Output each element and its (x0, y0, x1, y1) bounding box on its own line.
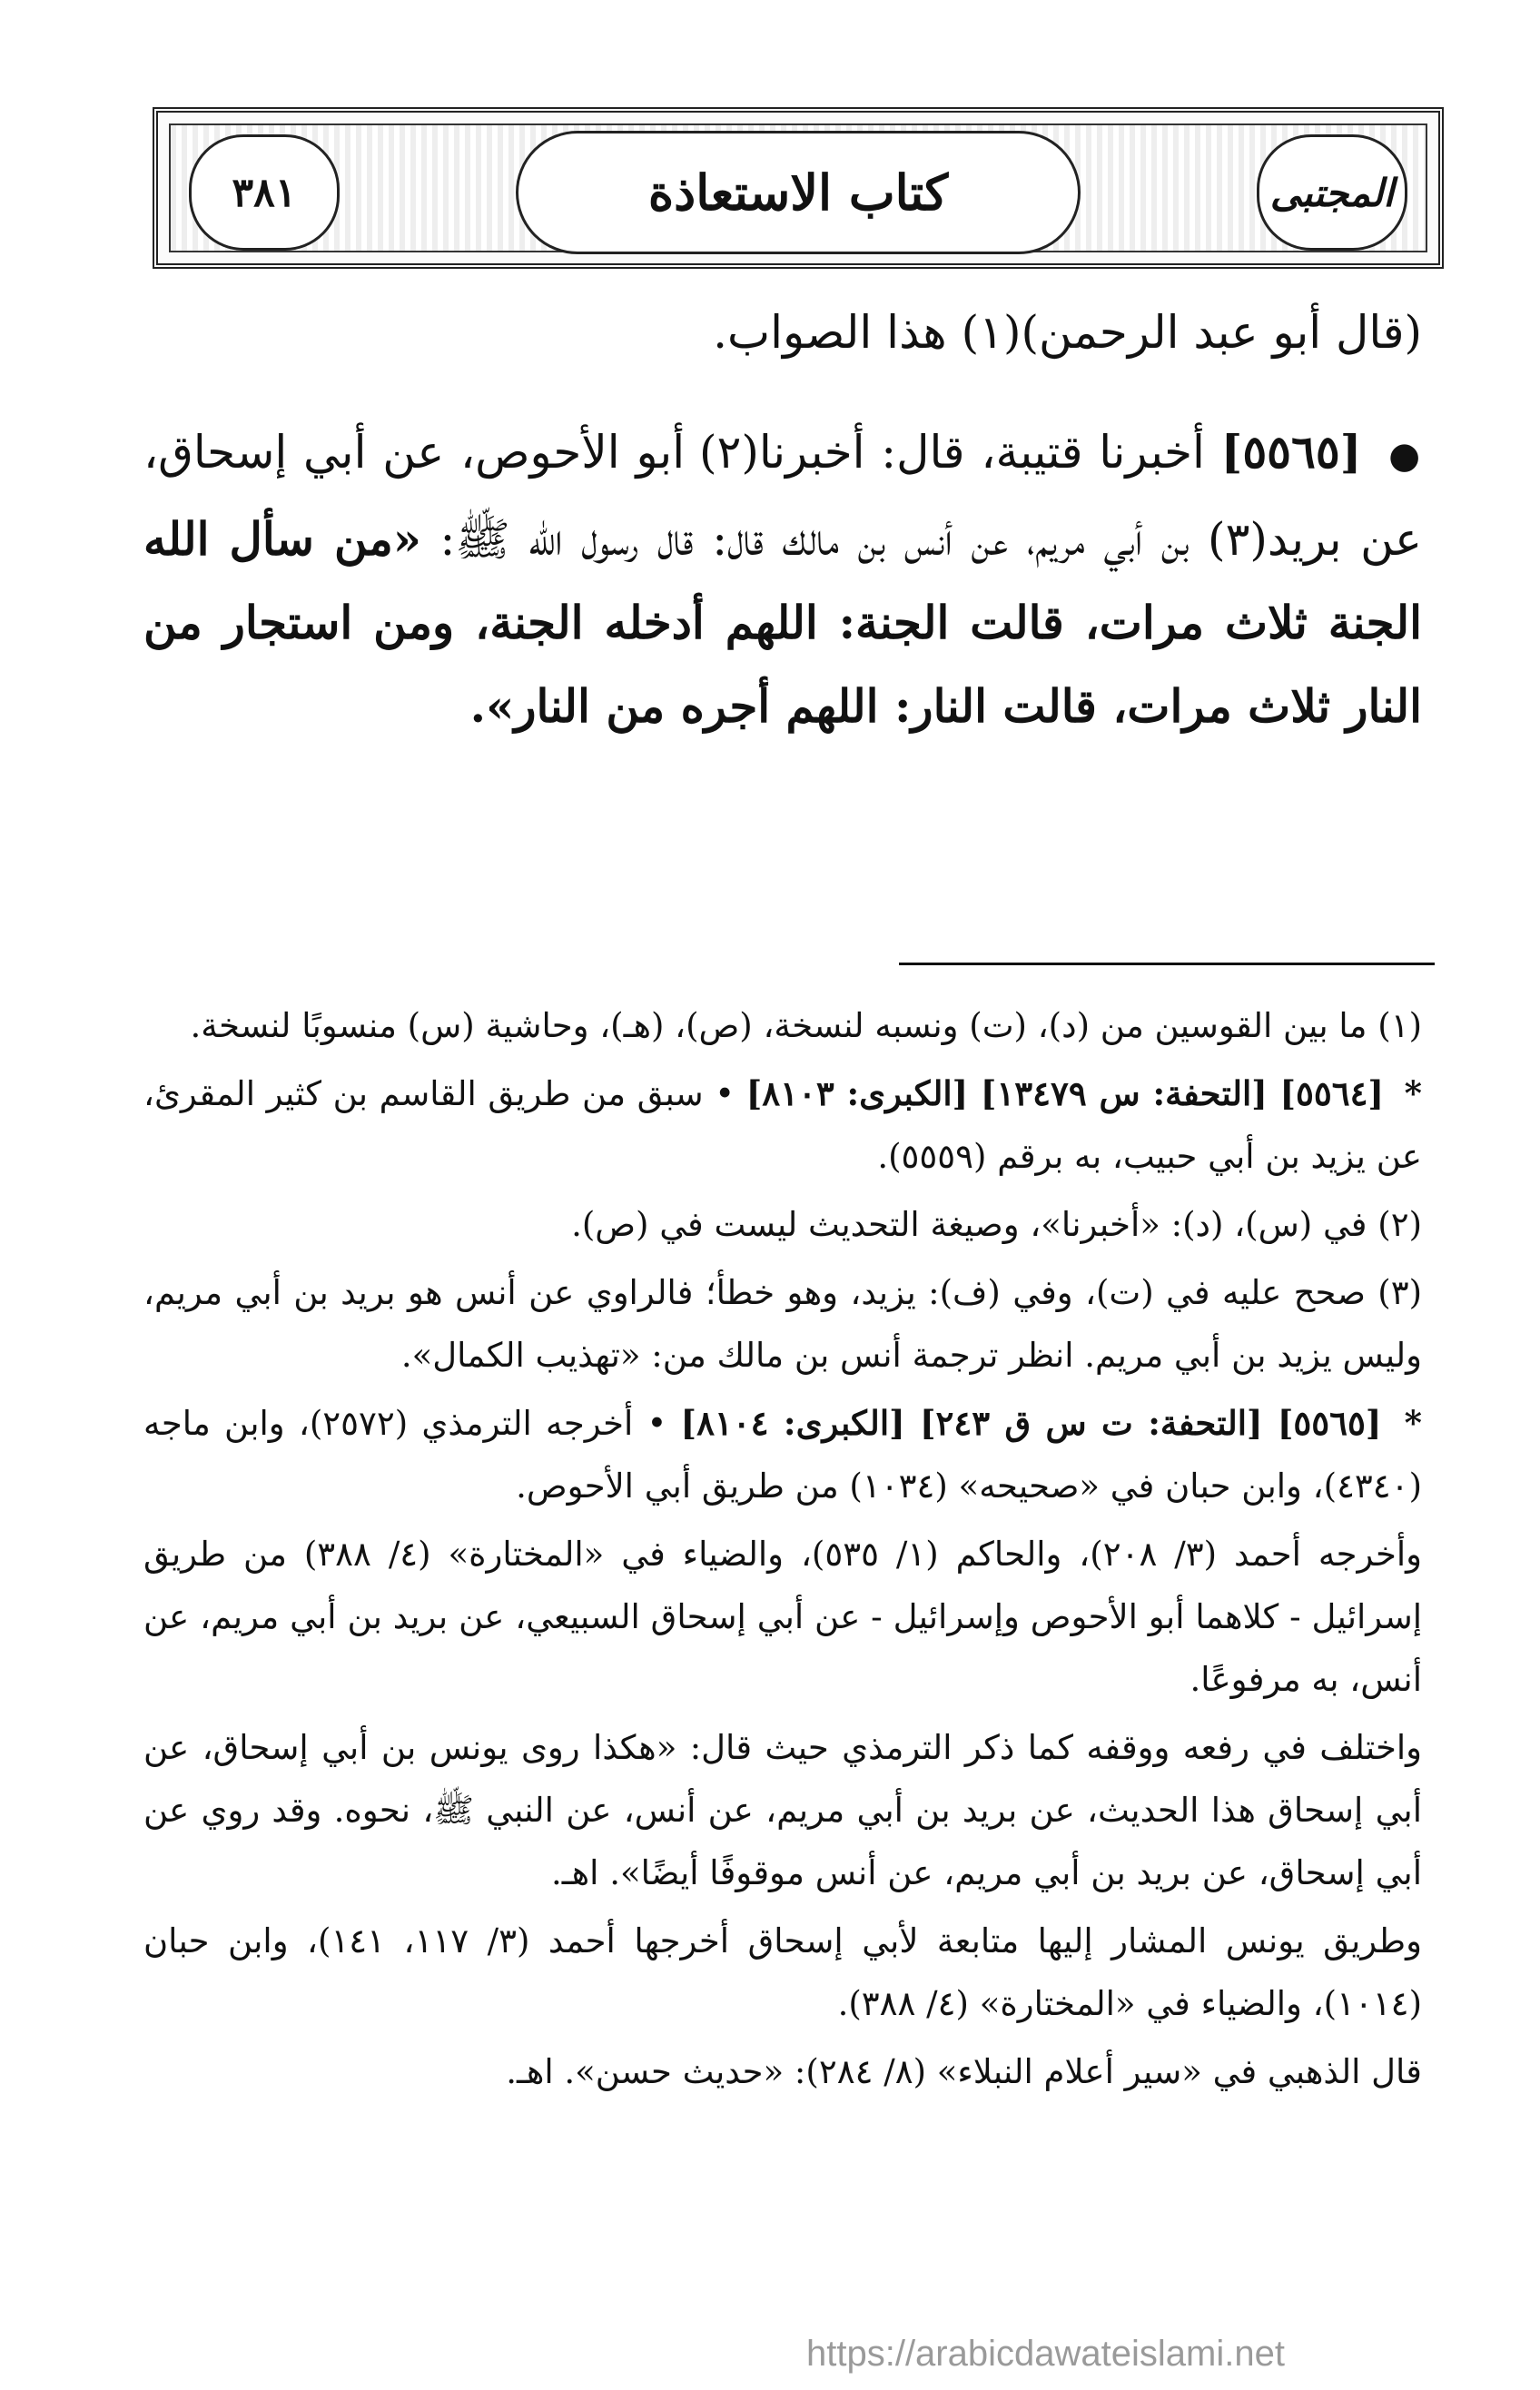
takhrij-text: • سبق من طريق القاسم بن كثير المقرئ، عن يزيد بن أبي حبيب، به برقم (٥٥٥٩). (143, 1074, 1422, 1176)
hadith-paragraph (143, 410, 1422, 748)
asterisk-icon: * (1404, 1403, 1422, 1443)
footnote-divider (899, 963, 1435, 965)
reference-codes: [٥٥٦٥] [التحفة: ت س ق ٢٤٣] [الكبرى: ٨١٠٤] (680, 1403, 1382, 1443)
header-border (169, 123, 1427, 252)
series-logo-cartouche (1257, 134, 1407, 251)
bullet-icon: ● (1388, 435, 1422, 477)
footnote-2: (٢) في (س)، (د): «أخبرنا»، وصيغة التحديث ليست في (ص). (571, 1205, 1422, 1244)
page-number-cartouche (189, 134, 340, 251)
main-text (143, 291, 1422, 748)
hadith-number: [٥٥٦٥] (1220, 425, 1362, 479)
footnotes (143, 994, 1422, 2109)
takhrij-text: • أخرجه الترمذي (٢٥٧٢)، وابن ماجه (٤٣٤٠)، وابن حبان في «صحيحه» (١٠٣٤) من طريق أبي الأحوص. (143, 1404, 1422, 1506)
takhrij-paragraph: وطريق يونس المشار إليها متابعة لأبي إسحاق أخرجها أحمد (٣/ ١١٧، ١٤١)، وابن حبان (١٠١٤)، والضياء في «المختارة» (٤/ ٣٨٨). (143, 1921, 1422, 2023)
takhrij-paragraph: واختلف في رفعه ووقفه كما ذكر الترمذي حيث قال: «هكذا روى يونس بن أبي إسحاق، عن أبي إسحاق هذا الحديث، عن بريد بن أبي مريم، عن أنس، عن النبي ﷺ، نحوه. وقد روي عن أبي إسحاق، عن بريد بن أبي مريم، عن أنس موقوفًا أيضًا». اهـ. (143, 1728, 1422, 1892)
hadith-matn: «من سأل الله الجنة ثلاث مرات، قالت الجنة: اللهم أدخله الجنة، ومن استجار من النار ثلاث مرات، قالت النار: اللهم أجره من النار». (143, 512, 1422, 733)
chapter-title: كتاب الاستعاذة (647, 163, 949, 222)
editor-line: (قال أبو عبد الرحمن)(١) هذا الصواب. (713, 306, 1422, 359)
reference-codes: [٥٥٦٤] [التحفة: س ١٣٤٧٩] [الكبرى: ٨١٠٣] (745, 1073, 1385, 1113)
takhrij-paragraph: وأخرجه أحمد (٣/ ٢٠٨)، والحاكم (١/ ٥٣٥)، والضياء في «المختارة» (٤/ ٣٨٨) من طريق إسرائيل - كلاهما أبو الأحوص وإسرائيل - عن أبي إسحاق السبيعي، عن بريد بن أبي مريم، عن أنس، به مرفوعًا. (143, 1535, 1422, 1699)
takhrij-paragraph: قال الذهبي في «سير أعلام النبلاء» (٨/ ٢٨٤): «حديث حسن». اهـ. (506, 2052, 1422, 2091)
footnote-1: (١) ما بين القوسين من (د)، (ت) ونسبه لنسخة، (ص)، (هـ)، وحاشية (س) منسوبًا لنسخة. (190, 1006, 1422, 1045)
hadith-isnad: أخبرنا قتيبة، قال: أخبرنا(٢) أبو الأحوص، عن أبي إسحاق، عن بريد(٣) بن أبي مريم، عن أنس بن مالك قال: قال رسول الله ﷺ: (143, 426, 1422, 566)
chapter-title-cartouche (516, 131, 1081, 254)
page-number: ٣٨١ (232, 169, 297, 216)
takhrij-5564 (143, 1062, 1422, 1188)
footnote-3: (٣) صحح عليه في (ت)، وفي (ف): يزيد، وهو خطأ؛ فالراوي عن أنس هو بريد بن أبي مريم، وليس يزيد بن أبي مريم. انظر ترجمة أنس بن مالك من: «تهذيب الكمال». (143, 1273, 1422, 1375)
page-header (153, 107, 1444, 269)
asterisk-icon: * (1404, 1073, 1423, 1113)
takhrij-5565 (143, 1392, 1422, 1517)
series-logo: المجتبى (1269, 170, 1395, 215)
watermark-url: https://arabicdawateislami.net (806, 2334, 1285, 2374)
